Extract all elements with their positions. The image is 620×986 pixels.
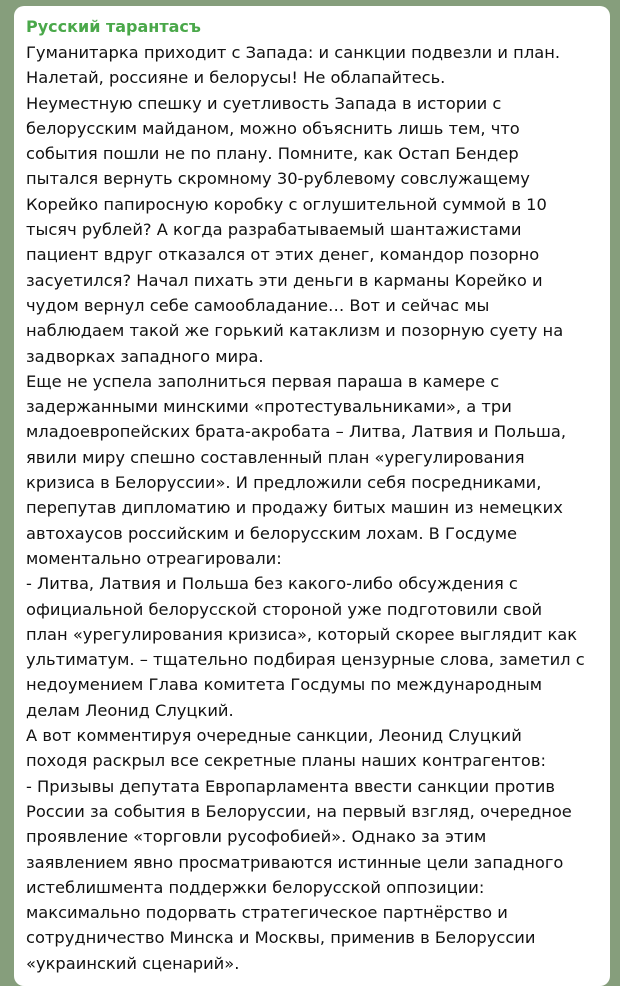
- message-line: пытался вернуть скромному 30-рублевому совслужащему: [26, 169, 530, 189]
- message-line: максимально подорвать стратегическое партнёрство и: [26, 903, 508, 923]
- message-line: автохаусов российским и белорусским лохам. В Госдуме: [26, 523, 518, 543]
- message-line: задворках западного мира.: [26, 346, 264, 366]
- message-line: Еще не успела заполниться первая параша в камере с: [26, 371, 500, 391]
- message-line: истеблишмента поддержки белорусской оппозиции:: [26, 877, 485, 897]
- message-text: [26, 40, 610, 976]
- message-line: «украинский сценарий».: [26, 953, 240, 973]
- message-line: проявление «торговли русофобией». Однако за этим: [26, 827, 487, 847]
- message-line: походя раскрыл все секретные планы наших контрагентов:: [26, 751, 546, 771]
- message-line: младоевропейских брата-акробата – Литва, Латвия и Польша,: [26, 422, 567, 442]
- message-line: - Призывы депутата Европарламента ввести санкции против: [26, 776, 555, 796]
- message-line: задержанными минскими «протестувальниками», а три: [26, 397, 512, 417]
- message-line: заявлением явно просматриваются истинные цели западного: [26, 852, 564, 872]
- message-line: России за события в Белоруссии, на первый взгляд, очередное: [26, 801, 572, 821]
- message-line: белорусским майданом, можно объяснить лишь тем, что: [26, 118, 520, 138]
- message-line: пациент вдруг отказался от этих денег, командор позорно: [26, 245, 540, 265]
- message-bubble: [14, 6, 610, 986]
- message-line: план «урегулирования кризиса», который скорее выглядит как: [26, 624, 578, 644]
- message-line: делам Леонид Слуцкий.: [26, 700, 234, 720]
- message-line: тысяч рублей? А когда разрабатываемый шантажистами: [26, 220, 522, 240]
- message-line: сотрудничество Минска и Москвы, применив в Белоруссии: [26, 928, 536, 948]
- message-line: события пошли не по плану. Помните, как Остап Бендер: [26, 144, 519, 164]
- message-line: Неуместную спешку и суетливость Запада в истории с: [26, 93, 502, 113]
- message-line: явили миру спешно составленный план «урегулирования: [26, 447, 525, 467]
- message-line: официальной белорусской стороной уже подготовили свой: [26, 599, 543, 619]
- message-line: недоумением Глава комитета Госдумы по международным: [26, 675, 543, 695]
- message-line: чудом вернул себе самообладание… Вот и сейчас мы: [26, 295, 490, 315]
- message-line: перепутав дипломатию и продажу битых машин из немецких: [26, 498, 563, 518]
- channel-name[interactable]: Русский тарантасъ: [26, 17, 201, 36]
- message-line: Корейко папиросную коробку с оглушительной суммой в 10: [26, 194, 547, 214]
- message-line: наблюдаем такой же горький катаклизм и позорную суету на: [26, 321, 564, 341]
- message-line: засуетился? Начал пихать эти деньги в карманы Корейко и: [26, 270, 543, 290]
- message-line: Налетай, россияне и белорусы! Не облапайтесь.: [26, 68, 446, 88]
- message-line: Гуманитарка приходит с Запада: и санкции подвезли и план.: [26, 43, 561, 62]
- message-line: - Литва, Латвия и Польша без какого-либо обсуждения с: [26, 574, 518, 594]
- message-line: ультиматум. – тщательно подбирая цензурные слова, заметил с: [26, 650, 585, 670]
- message-line: А вот комментируя очередные санкции, Леонид Слуцкий: [26, 726, 522, 746]
- message-line: кризиса в Белоруссии». И предложили себя посредниками,: [26, 473, 542, 493]
- message-line: моментально отреагировали:: [26, 548, 282, 568]
